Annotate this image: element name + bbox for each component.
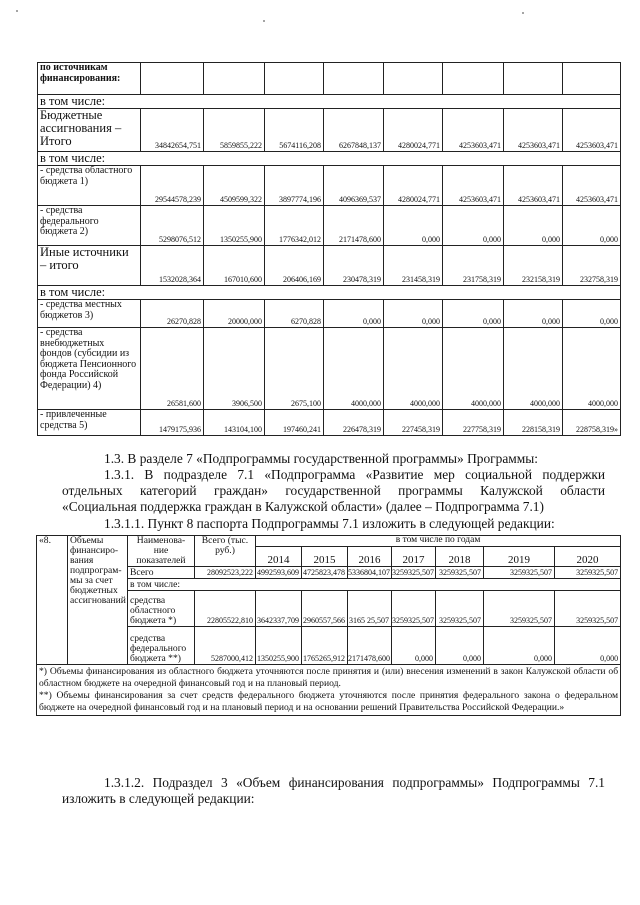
value-cell: 2675,100 <box>265 328 324 410</box>
row-label: - средства внебюджетных фондов (субсидии из бюджета Пенсионного фонда Российской Федерации) 4) <box>38 328 141 410</box>
value-cell <box>324 63 384 95</box>
scan-speck <box>263 20 265 22</box>
funding-row <box>38 95 621 109</box>
value-cell: 4000,000 <box>324 328 384 410</box>
value-cell: 0,000 <box>504 300 563 328</box>
value-cell: 167010,600 <box>204 246 265 286</box>
funding-row <box>38 286 621 300</box>
funding-row <box>38 152 621 166</box>
value-cell: 226478,319 <box>324 410 384 436</box>
value-cell: 197460,241 <box>265 410 324 436</box>
value-cell: 231458,319 <box>384 246 443 286</box>
year-header-2016: 2016 <box>348 547 392 567</box>
funding-row <box>38 63 621 95</box>
passport-value-cell: 3259325,507 <box>392 567 434 577</box>
row-label: в том числе: <box>38 95 621 109</box>
passport-item-8-table <box>36 535 621 716</box>
passport-value-cell: 0,000 <box>555 627 621 665</box>
value-cell: 1350255,900 <box>204 206 265 246</box>
row-label: - средства местных бюджетов 3) <box>38 300 141 328</box>
value-cell: 228158,319 <box>504 410 563 436</box>
paragraph-1-3-1-2-line-1: 1.3.1.2. Подраздел 3 «Объем финансирования подпрограммы» Подпрограммы 7.1 <box>104 775 605 790</box>
row-label: Иные источники – итого <box>38 246 141 286</box>
passport-value-cell: 1765265,912 <box>302 627 348 665</box>
passport-value-cell: 5336804,107 <box>348 567 390 577</box>
footnote-federal-budget: **) Объемы финансирования за счет средств федерального бюджета уточняются после принятия федерального закона о федеральном бюджете на очередной финансовый год и на плановый период и на основании решений Правительства Российской Федерации.» <box>39 690 619 714</box>
funding-row <box>38 328 621 410</box>
passport-value-cell: 4725823,478 <box>302 567 348 579</box>
value-cell: 230478,319 <box>324 246 384 286</box>
value-cell: 4000,000 <box>563 328 621 410</box>
value-cell: 5298076,512 <box>141 206 204 246</box>
value-cell: 4509599,322 <box>204 166 265 206</box>
year-header-2020: 2020 <box>555 547 621 567</box>
value-cell: 6270,828 <box>265 300 324 328</box>
funding-row <box>38 246 621 286</box>
year-header-2015: 2015 <box>302 547 348 567</box>
value-cell: 227458,319 <box>384 410 443 436</box>
passport-value-cell: 3259325,507 <box>392 591 436 627</box>
row-label: - средства областного бюджета 1) <box>38 166 141 206</box>
value-cell: 26581,600 <box>141 328 204 410</box>
scan-speck <box>522 12 524 14</box>
passport-value-cell: 3259325,507 <box>484 591 555 627</box>
row-label: - привлеченные средства 5) <box>38 410 141 436</box>
value-cell: 5859855,222 <box>204 109 265 152</box>
value-cell: 0,000 <box>443 300 504 328</box>
value-cell <box>265 63 324 95</box>
passport-value-cell: 0,000 <box>392 627 436 665</box>
row-label: в том числе: <box>38 152 621 166</box>
passport-value-cell: 0,000 <box>484 627 555 665</box>
funding-sources-table <box>37 62 621 436</box>
passport-value-cell: 5287000,412 <box>195 627 256 665</box>
passport-value-cell: 0,000 <box>436 627 484 665</box>
value-cell: 0,000 <box>324 300 384 328</box>
passport-row-label: средства областного бюджета *) <box>128 591 195 627</box>
value-cell: 4253603,471 <box>504 166 563 206</box>
value-cell <box>141 63 204 95</box>
funding-row <box>38 206 621 246</box>
value-cell: 232758,319 <box>563 246 621 286</box>
passport-item-title: Объемы финансиро-вания подпрограм-мы за счет бюджетных ассигнований <box>68 536 128 665</box>
passport-value-cell: 3259325,507 <box>555 591 621 627</box>
value-cell: 5674116,208 <box>265 109 324 152</box>
value-cell: 1479175,936 <box>141 410 204 436</box>
value-cell: 20000,000 <box>204 300 265 328</box>
value-cell: 34842654,751 <box>141 109 204 152</box>
value-cell: 4000,000 <box>384 328 443 410</box>
value-cell: 4280024,771 <box>384 166 443 206</box>
passport-value-cell: 3165 25,507 <box>348 591 392 627</box>
value-cell: 0,000 <box>384 206 443 246</box>
passport-value-cell: 3259325,507 <box>436 591 484 627</box>
year-header-2014: 2014 <box>256 547 302 567</box>
funding-row <box>38 410 621 436</box>
funding-row <box>38 166 621 206</box>
passport-value-cell: 28092523,222 <box>195 567 256 579</box>
value-cell: 3897774,196 <box>265 166 324 206</box>
paragraph-1-3-1-line-2: отдельных категорий граждан» государственной программы Калужской области <box>62 483 605 498</box>
column-header-years-group: в том числе по годам <box>256 536 621 547</box>
passport-value-cell: 1350255,900 <box>256 627 302 665</box>
column-header-total: Всего (тыс. руб.) <box>195 536 256 567</box>
value-cell: 0,000 <box>504 206 563 246</box>
value-cell: 4253603,471 <box>443 166 504 206</box>
value-cell: 0,000 <box>443 206 504 246</box>
funding-row <box>38 109 621 152</box>
paragraph-1-3: 1.3. В разделе 7 «Подпрограммы государственной программы» Программы: <box>104 451 538 466</box>
row-label: Бюджетные ассигнования – Итого <box>38 109 141 152</box>
passport-value-cell: 22805522,810 <box>195 591 256 627</box>
value-cell: 227758,319 <box>443 410 504 436</box>
year-header-2018: 2018 <box>436 547 484 567</box>
value-cell: 1776342,012 <box>265 206 324 246</box>
passport-row-label: в том числе: <box>128 579 621 591</box>
row-label: в том числе: <box>38 286 621 300</box>
paragraph-1-3-1-line-3: «Социальная поддержка граждан в Калужской области» (далее – Подпрограмма 7.1) <box>62 499 544 514</box>
year-header-2017: 2017 <box>392 547 436 567</box>
passport-value-cell: 3259325,507 <box>484 567 555 579</box>
paragraph-1-3-1-1: 1.3.1.1. Пункт 8 паспорта Подпрограммы 7.1 изложить в следующей редакции: <box>104 516 555 531</box>
row-label: по источникам финансирования: <box>38 63 141 95</box>
value-cell: 26270,828 <box>141 300 204 328</box>
value-cell: 4253603,471 <box>563 166 621 206</box>
scan-speck <box>16 10 18 12</box>
passport-value-cell: 3259325,507 <box>436 567 484 579</box>
value-cell: 0,000 <box>563 206 621 246</box>
value-cell: 3906,500 <box>204 328 265 410</box>
value-cell: 206406,169 <box>265 246 324 286</box>
year-header-2019: 2019 <box>484 547 555 567</box>
value-cell: 4000,000 <box>504 328 563 410</box>
footnote-regional-budget: *) Объемы финансирования из областного бюджета уточняются после принятия и (или) внесения изменений в закон Калужской области об областном бюджете на очередной финансовый год и на плановый период. <box>39 666 619 690</box>
value-cell: 4253603,471 <box>443 109 504 152</box>
funding-row <box>38 300 621 328</box>
passport-row-label: Всего <box>128 567 195 579</box>
value-cell: 4280024,771 <box>384 109 443 152</box>
column-header-name: Наименова-ние показателей <box>128 536 195 567</box>
passport-value-cell: 3642337,709 <box>256 591 302 627</box>
value-cell: 4096369,537 <box>324 166 384 206</box>
passport-value-cell: 3259325,507 <box>555 567 621 579</box>
passport-footnotes <box>37 665 621 716</box>
row-label: - средства федерального бюджета 2) <box>38 206 141 246</box>
passport-value-cell: 2171478,600 <box>348 627 392 665</box>
value-cell: 4000,000 <box>443 328 504 410</box>
value-cell: 6267848,137 <box>324 109 384 152</box>
value-cell: 0,000 <box>384 300 443 328</box>
value-cell: 228758,319» <box>563 410 621 436</box>
value-cell: 4253603,471 <box>563 109 621 152</box>
value-cell: 2171478,600 <box>324 206 384 246</box>
value-cell <box>384 63 443 95</box>
value-cell: 143104,100 <box>204 410 265 436</box>
paragraph-1-3-1-line-1: 1.3.1. В подразделе 7.1 «Подпрограмма «Развитие мер социальной поддержки <box>104 467 605 482</box>
passport-item-number: «8. <box>37 536 68 665</box>
value-cell: 0,000 <box>563 300 621 328</box>
value-cell: 4253603,471 <box>504 109 563 152</box>
value-cell <box>563 63 621 95</box>
value-cell <box>504 63 563 95</box>
passport-value-cell: 2960557,566 <box>302 591 348 627</box>
passport-row-label: средства федерального бюджета **) <box>128 627 195 665</box>
value-cell <box>204 63 265 95</box>
value-cell <box>443 63 504 95</box>
value-cell: 29544578,239 <box>141 166 204 206</box>
value-cell: 232158,319 <box>504 246 563 286</box>
passport-value-cell: 4992593,609 <box>256 567 302 579</box>
value-cell: 1532028,364 <box>141 246 204 286</box>
paragraph-1-3-1-2-line-2: изложить в следующей редакции: <box>62 791 255 806</box>
value-cell: 231758,319 <box>443 246 504 286</box>
